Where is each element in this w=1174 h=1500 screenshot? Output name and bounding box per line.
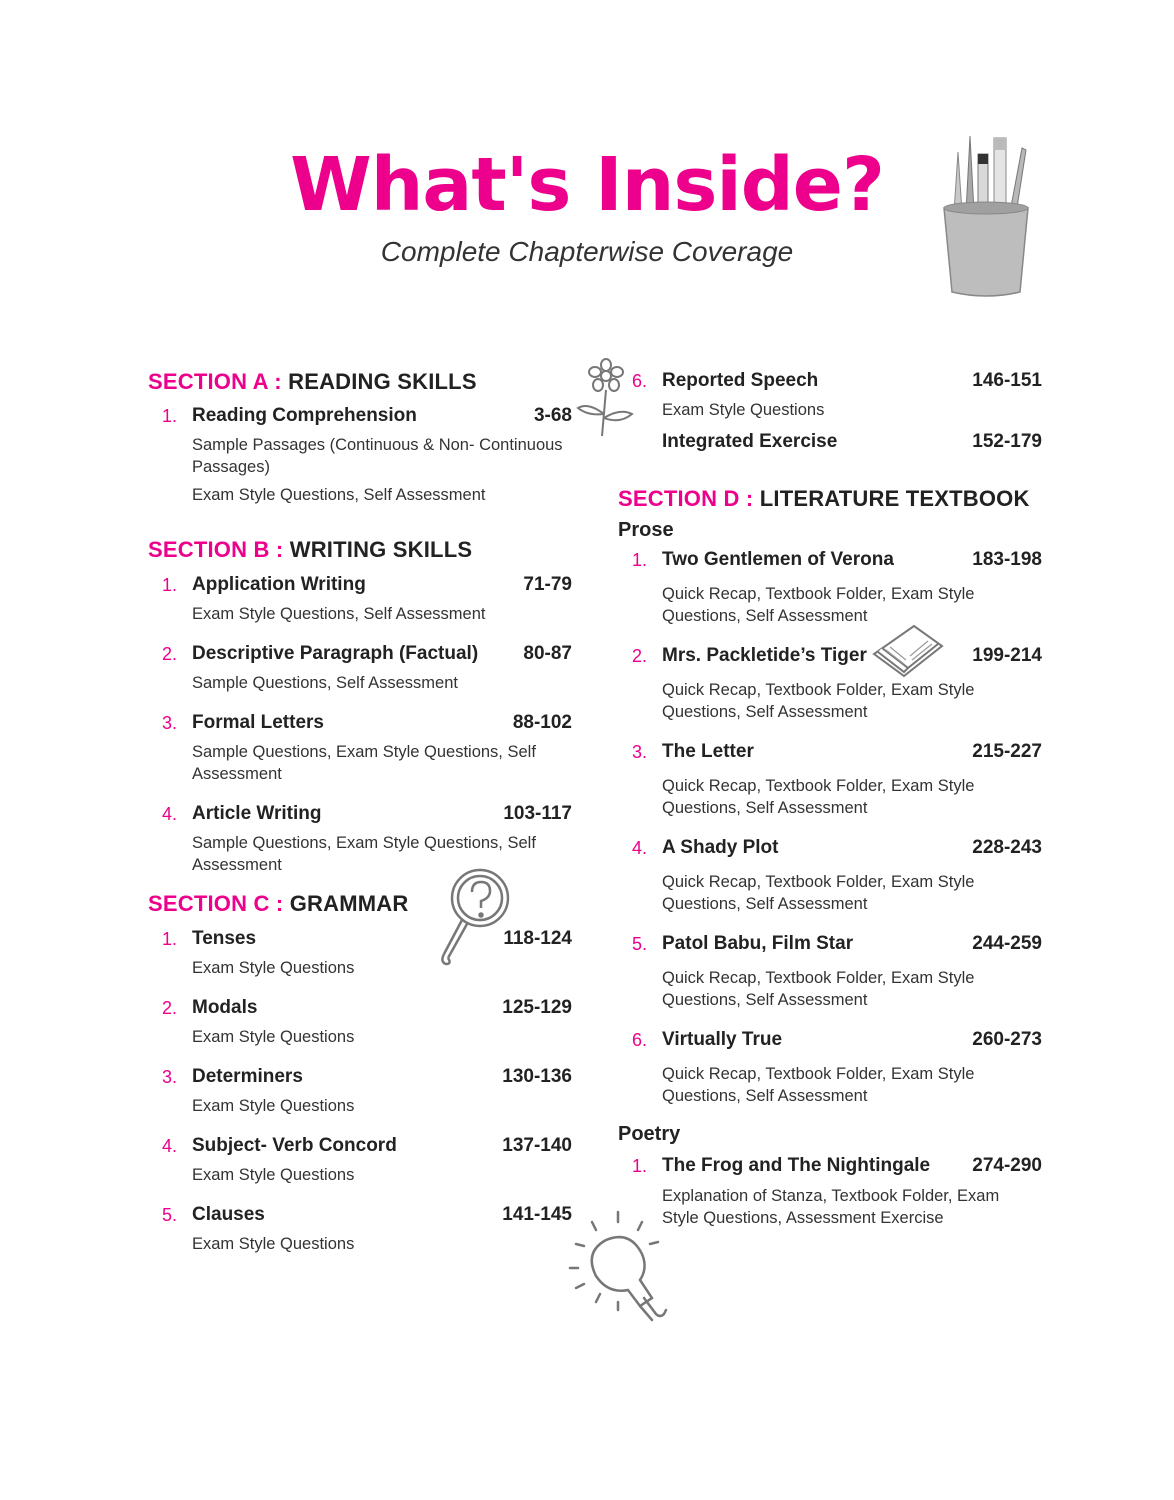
list-item[interactable]: 4. Subject- Verb Concord 137-140 Exam Style Questions xyxy=(162,1135,572,1184)
pencil-cup-icon xyxy=(936,132,1036,300)
list-item[interactable]: 6. Reported Speech 146-151 Exam Style Questions xyxy=(632,370,1042,419)
page-title: What's Inside? xyxy=(290,142,884,228)
list-item[interactable]: 6. Virtually True 260-273 Quick Recap, Textbook Folder, Exam Style Questions, Self Assessment xyxy=(632,1029,1042,1105)
list-item[interactable]: 2. Modals 125-129 Exam Style Questions xyxy=(162,997,572,1046)
page-subtitle: Complete Chapterwise Coverage xyxy=(380,236,794,267)
list-item[interactable]: 5. Clauses 141-145 Exam Style Questions xyxy=(162,1204,572,1253)
list-item[interactable]: 4. Article Writing 103-117 Sample Questions, Exam Style Questions, Self Assessment xyxy=(162,803,572,874)
list-item[interactable]: 3. Determiners 130-136 Exam Style Questions xyxy=(162,1066,572,1115)
section-c-heading: SECTION C : GRAMMAR xyxy=(148,891,409,916)
list-item[interactable]: 1. Two Gentlemen of Verona 183-198 Quick Recap, Textbook Folder, Exam Style Questions, Self Assessment xyxy=(632,549,1042,625)
poetry-subheading: Poetry xyxy=(618,1123,681,1145)
prose-subheading: Prose xyxy=(618,519,674,541)
magnifier-question-icon xyxy=(434,866,514,970)
left-column xyxy=(148,368,572,1255)
list-item[interactable]: 1. The Frog and The Nightingale 274-290 Explanation of Stanza, Textbook Folder, Exam Style Questions, Assessment Exercise xyxy=(632,1155,1042,1227)
list-item[interactable]: 3. The Letter 215-227 Quick Recap, Textbook Folder, Exam Style Questions, Self Assessment xyxy=(632,741,1042,817)
list-item[interactable]: 4. A Shady Plot 228-243 Quick Recap, Textbook Folder, Exam Style Questions, Self Assessment xyxy=(632,837,1042,913)
light-bulb-icon xyxy=(566,1206,676,1324)
list-item[interactable]: 2. Mrs. Packletide’s Tiger 199-214 Quick Recap, Textbook Folder, Exam Style Questions, Self Assessment xyxy=(632,645,1042,721)
open-book-icon xyxy=(870,620,946,684)
list-item[interactable]: 3. Formal Letters 88-102 Sample Questions, Exam Style Questions, Self Assessment xyxy=(162,712,572,783)
section-a-heading: SECTION A : READING SKILLS xyxy=(148,369,477,394)
list-item[interactable]: 2. Descriptive Paragraph (Factual) 80-87 Sample Questions, Self Assessment xyxy=(162,643,572,692)
section-b-heading: SECTION B : WRITING SKILLS xyxy=(148,537,473,562)
list-item[interactable]: Integrated Exercise 152-179 xyxy=(662,431,1042,452)
section-d-heading: SECTION D : LITERATURE TEXTBOOK xyxy=(618,486,1030,511)
list-item[interactable]: 1. Reading Comprehension 3-68 Sample Passages (Continuous & Non- Continuous Passages) Exam Style Questions, Self Assessment xyxy=(162,405,572,504)
list-item[interactable]: 5. Patol Babu, Film Star 244-259 Quick Recap, Textbook Folder, Exam Style Questions, Self Assessment xyxy=(632,933,1042,1009)
list-item[interactable]: 1. Tenses 118-124 Exam Style Questions xyxy=(162,928,572,977)
right-column xyxy=(618,368,1042,1229)
list-item[interactable]: 1. Application Writing 71-79 Exam Style Questions, Self Assessment xyxy=(162,574,572,623)
